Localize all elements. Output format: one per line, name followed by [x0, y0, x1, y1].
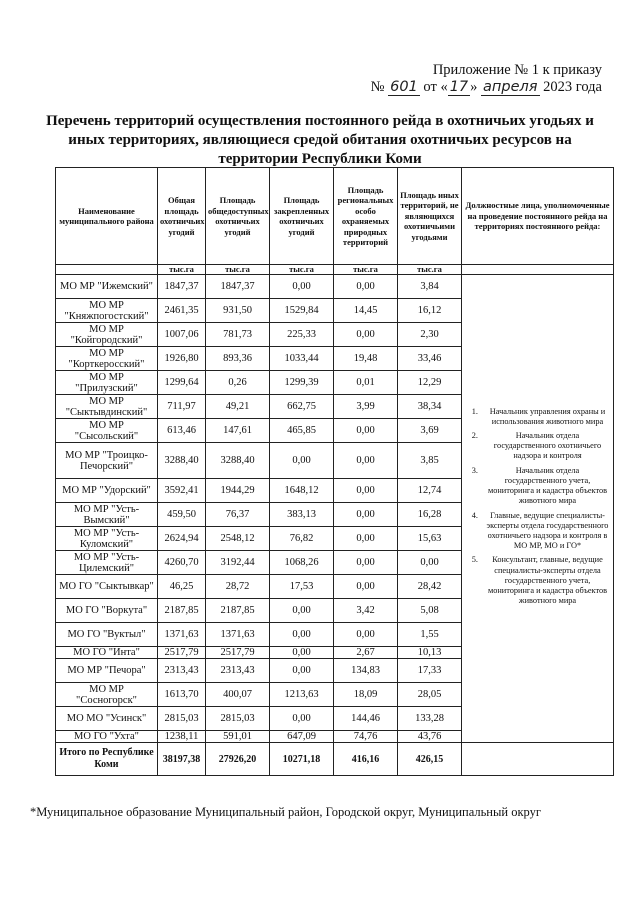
official-item: 2. Начальник отдела государственного охотничьего надзора и контроля: [480, 431, 611, 462]
unit-label: тыс.га: [158, 265, 206, 275]
area-value-cell: 74,76: [334, 731, 398, 743]
area-value-cell: 0,00: [270, 707, 334, 731]
total-value-cell: 426,15: [398, 743, 462, 776]
header-assigned-area: Площадь закрепленных охотничьих угодий: [270, 168, 334, 265]
total-officials-empty: [462, 743, 614, 776]
area-value-cell: 3,85: [398, 443, 462, 479]
area-value-cell: 1529,84: [270, 299, 334, 323]
area-value-cell: 4260,70: [158, 551, 206, 575]
area-value-cell: 2517,79: [158, 647, 206, 659]
area-value-cell: 0,00: [334, 551, 398, 575]
area-value-cell: 18,09: [334, 683, 398, 707]
officials-list: [464, 407, 611, 607]
area-value-cell: 0,26: [206, 371, 270, 395]
district-name-cell: МО МР "Печора": [56, 659, 158, 683]
header-officials: Должностные лица, уполномоченные на проведение постоянного рейда на территориях постоянного рейда:: [462, 168, 614, 265]
area-value-cell: 893,36: [206, 347, 270, 371]
area-value-cell: 2461,35: [158, 299, 206, 323]
area-value-cell: 2313,43: [158, 659, 206, 683]
footnote: *Муниципальное образование Муниципальный район, Городской округ, Муниципальный округ: [30, 805, 541, 819]
district-name-cell: МО МР "Сысольский": [56, 419, 158, 443]
unit-label: тыс.га: [398, 265, 462, 275]
district-name-cell: МО ГО "Сыктывкар": [56, 575, 158, 599]
area-value-cell: 1648,12: [270, 479, 334, 503]
area-value-cell: 2,67: [334, 647, 398, 659]
total-value-cell: 416,16: [334, 743, 398, 776]
area-value-cell: 0,00: [334, 323, 398, 347]
area-value-cell: 17,33: [398, 659, 462, 683]
area-value-cell: 0,00: [270, 275, 334, 299]
order-month: апреля: [483, 79, 538, 95]
area-value-cell: 2624,94: [158, 527, 206, 551]
area-value-cell: 3192,44: [206, 551, 270, 575]
area-value-cell: 28,42: [398, 575, 462, 599]
area-value-cell: 38,34: [398, 395, 462, 419]
total-value-cell: 38197,38: [158, 743, 206, 776]
area-value-cell: 1213,63: [270, 683, 334, 707]
table-header-row: [56, 168, 614, 265]
area-value-cell: 147,61: [206, 419, 270, 443]
area-value-cell: 0,00: [334, 503, 398, 527]
official-item: 4. Главные, ведущие специалисты-эксперты отдела государственного охотничьего надзора и контроля в МО МР, МО и ГО*: [480, 511, 611, 552]
area-value-cell: 2815,03: [206, 707, 270, 731]
area-value-cell: 1007,06: [158, 323, 206, 347]
units-empty: [56, 265, 158, 275]
area-value-cell: 3592,41: [158, 479, 206, 503]
order-number: 601: [390, 79, 418, 95]
district-name-cell: МО ГО "Воркута": [56, 599, 158, 623]
district-name-cell: МО МР "Сыктывдинский": [56, 395, 158, 419]
order-day: 17: [449, 79, 469, 95]
area-value-cell: 0,00: [334, 575, 398, 599]
area-value-cell: 3,69: [398, 419, 462, 443]
area-value-cell: 1068,26: [270, 551, 334, 575]
area-value-cell: 3,42: [334, 599, 398, 623]
area-value-cell: 0,00: [398, 551, 462, 575]
area-value-cell: 76,82: [270, 527, 334, 551]
district-name-cell: МО МР "Удорский": [56, 479, 158, 503]
area-value-cell: 12,29: [398, 371, 462, 395]
area-value-cell: 465,85: [270, 419, 334, 443]
area-value-cell: 3288,40: [158, 443, 206, 479]
area-value-cell: 133,28: [398, 707, 462, 731]
district-name-cell: МО МР "Княжпогостский": [56, 299, 158, 323]
district-name-cell: МО МО "Усинск": [56, 707, 158, 731]
order-date-prefix: от «: [423, 79, 448, 95]
area-value-cell: 144,46: [334, 707, 398, 731]
area-value-cell: 1944,29: [206, 479, 270, 503]
area-value-cell: 1371,63: [206, 623, 270, 647]
district-name-cell: МО ГО "Инта": [56, 647, 158, 659]
area-value-cell: 2,30: [398, 323, 462, 347]
area-value-cell: 1299,64: [158, 371, 206, 395]
order-line: [371, 79, 602, 96]
official-item: 5. Консультант, главные, ведущие специалисты-эксперты отдела государственного учета, мониторинга и кадастра объектов животного мира: [480, 555, 611, 606]
total-label: Итого по Республике Коми: [56, 743, 158, 776]
area-value-cell: 0,00: [270, 623, 334, 647]
header-protected-area: Площадь региональных особо охраняемых природных территорий: [334, 168, 398, 265]
area-value-cell: 3288,40: [206, 443, 270, 479]
district-name-cell: МО ГО "Вуктыл": [56, 623, 158, 647]
official-item: 1. Начальник управления охраны и использования животного мира: [480, 407, 611, 427]
area-value-cell: 2548,12: [206, 527, 270, 551]
area-value-cell: 15,63: [398, 527, 462, 551]
district-name-cell: МО МР "Усть-Куломский": [56, 527, 158, 551]
district-name-cell: МО МР "Ижемский": [56, 275, 158, 299]
annex-header: [371, 62, 602, 96]
area-value-cell: 0,00: [334, 527, 398, 551]
area-value-cell: 0,00: [334, 479, 398, 503]
area-value-cell: 1847,37: [158, 275, 206, 299]
units-row: [56, 265, 614, 275]
district-name-cell: МО МР "Корткеросский": [56, 347, 158, 371]
area-value-cell: 43,76: [398, 731, 462, 743]
area-value-cell: 1238,11: [158, 731, 206, 743]
area-value-cell: 46,25: [158, 575, 206, 599]
area-value-cell: 134,83: [334, 659, 398, 683]
units-empty: [462, 265, 614, 275]
area-value-cell: 1613,70: [158, 683, 206, 707]
area-value-cell: 711,97: [158, 395, 206, 419]
area-value-cell: 17,53: [270, 575, 334, 599]
area-value-cell: 613,46: [158, 419, 206, 443]
district-name-cell: МО МР "Сосногорск": [56, 683, 158, 707]
area-value-cell: 400,07: [206, 683, 270, 707]
area-value-cell: 16,28: [398, 503, 462, 527]
annex-line: Приложение № 1 к приказу: [432, 62, 602, 78]
total-value-cell: 27926,20: [206, 743, 270, 776]
area-value-cell: 2187,85: [206, 599, 270, 623]
area-value-cell: 1926,80: [158, 347, 206, 371]
area-value-cell: 0,00: [334, 623, 398, 647]
district-name-cell: МО ГО "Ухта": [56, 731, 158, 743]
document-title: Перечень территорий осуществления постоянного рейда в охотничьих угодьях и иных территориях, являющиеся средой обитания охотничьих ресурсов на территории Республики Коми: [46, 113, 594, 167]
district-name-cell: МО МР "Усть-Цилемский": [56, 551, 158, 575]
area-value-cell: 0,00: [334, 419, 398, 443]
area-value-cell: 2815,03: [158, 707, 206, 731]
area-value-cell: 2517,79: [206, 647, 270, 659]
area-value-cell: 383,13: [270, 503, 334, 527]
territories-table: [55, 167, 614, 776]
unit-label: тыс.га: [334, 265, 398, 275]
area-value-cell: 1,55: [398, 623, 462, 647]
area-value-cell: 459,50: [158, 503, 206, 527]
area-value-cell: 33,46: [398, 347, 462, 371]
area-value-cell: 0,01: [334, 371, 398, 395]
area-value-cell: 781,73: [206, 323, 270, 347]
area-value-cell: 0,00: [334, 443, 398, 479]
area-value-cell: 28,05: [398, 683, 462, 707]
area-value-cell: 1299,39: [270, 371, 334, 395]
district-name-cell: МО МР "Троицко-Печорский": [56, 443, 158, 479]
district-name-cell: МО МР "Прилузский": [56, 371, 158, 395]
area-value-cell: 0,00: [334, 275, 398, 299]
district-name-cell: МО МР "Койгородский": [56, 323, 158, 347]
total-value-cell: 10271,18: [270, 743, 334, 776]
area-value-cell: 2187,85: [158, 599, 206, 623]
area-value-cell: 1371,63: [158, 623, 206, 647]
area-value-cell: 3,84: [398, 275, 462, 299]
header-other-area: Площадь иных территорий, не являющихся охотничьими угодьями: [398, 168, 462, 265]
area-value-cell: 662,75: [270, 395, 334, 419]
order-date-mid: »: [470, 79, 478, 95]
unit-label: тыс.га: [270, 265, 334, 275]
area-value-cell: 591,01: [206, 731, 270, 743]
area-value-cell: 2313,43: [206, 659, 270, 683]
official-item: 3. Начальник отдела государственного учета, мониторинга и кадастра объектов животного мира: [480, 466, 611, 507]
area-value-cell: 28,72: [206, 575, 270, 599]
order-year: 2023 года: [543, 79, 602, 95]
area-value-cell: 14,45: [334, 299, 398, 323]
area-value-cell: 0,00: [270, 647, 334, 659]
area-value-cell: 49,21: [206, 395, 270, 419]
area-value-cell: 931,50: [206, 299, 270, 323]
header-public-area: Площадь общедоступных охотничьих угодий: [206, 168, 270, 265]
area-value-cell: 225,33: [270, 323, 334, 347]
table-row: [56, 275, 614, 299]
unit-label: тыс.га: [206, 265, 270, 275]
area-value-cell: 1033,44: [270, 347, 334, 371]
area-value-cell: 0,00: [270, 599, 334, 623]
area-value-cell: 0,00: [270, 443, 334, 479]
area-value-cell: 12,74: [398, 479, 462, 503]
total-row: [56, 743, 614, 776]
header-total-area: Общая площадь охотничьих угодий: [158, 168, 206, 265]
area-value-cell: 647,09: [270, 731, 334, 743]
area-value-cell: 3,99: [334, 395, 398, 419]
area-value-cell: 10,13: [398, 647, 462, 659]
header-district: Наименование муниципального района: [56, 168, 158, 265]
area-value-cell: 16,12: [398, 299, 462, 323]
district-name-cell: МО МР "Усть-Вымский": [56, 503, 158, 527]
officials-cell: [462, 275, 614, 743]
area-value-cell: 1847,37: [206, 275, 270, 299]
order-number-prefix: №: [370, 79, 385, 95]
area-value-cell: 19,48: [334, 347, 398, 371]
area-value-cell: 5,08: [398, 599, 462, 623]
area-value-cell: 0,00: [270, 659, 334, 683]
area-value-cell: 76,37: [206, 503, 270, 527]
